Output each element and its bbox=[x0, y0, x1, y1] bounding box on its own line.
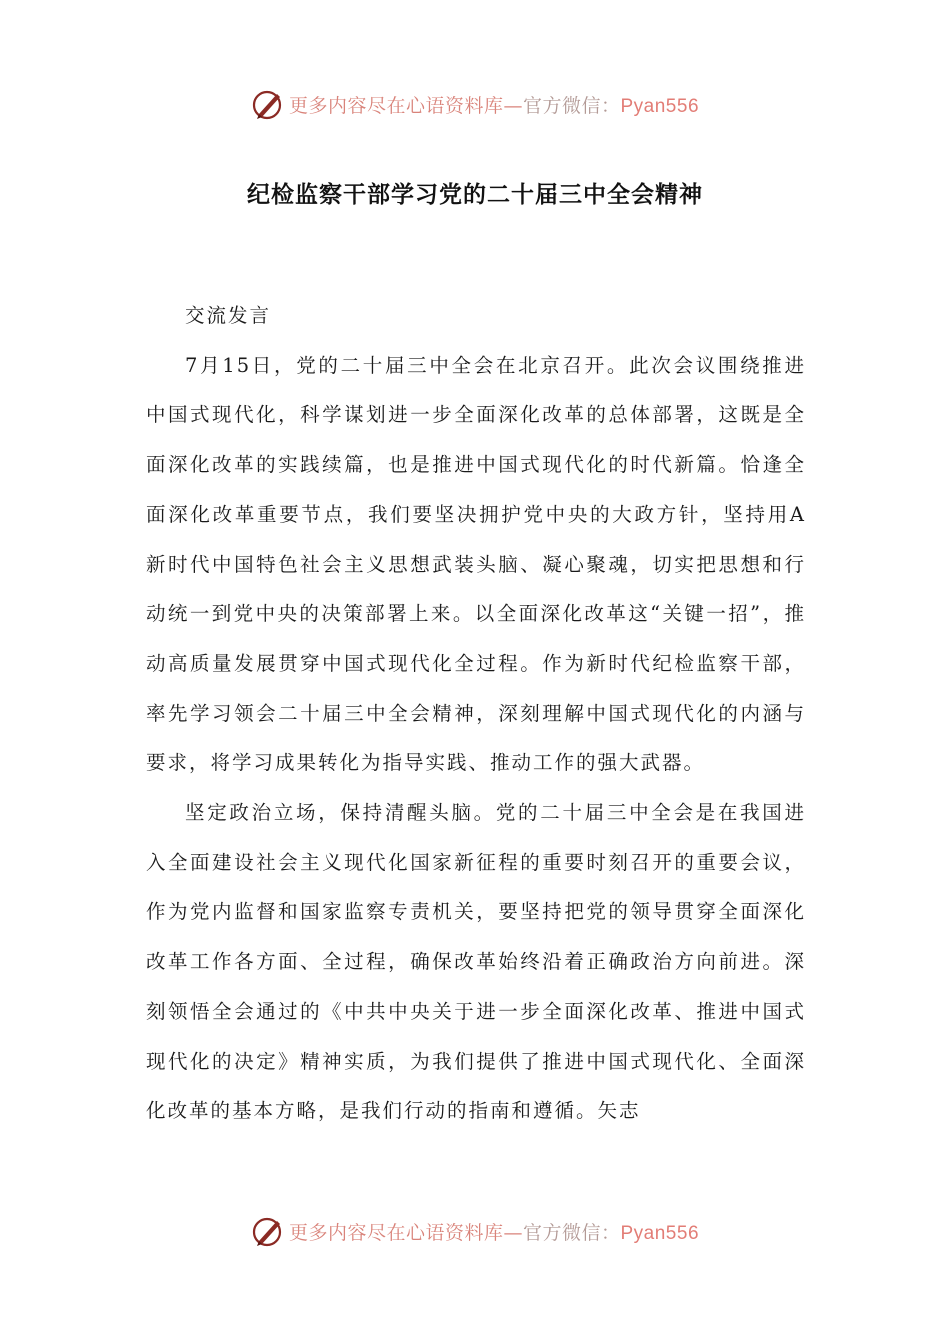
banner-wechat-id: Pyan556 bbox=[620, 1222, 700, 1244]
document-subtitle: 交流发言 bbox=[185, 304, 272, 327]
body-paragraph-1: 7月15日，党的二十届三中全会在北京召开。此次会议围绕推进中国式现代化，科学谋划进一步全面深化改革的总体部署，这既是全面深化改革的实践续篇，也是推进中国式现代化的时代新篇。恰逢全面深化改革重要节点，我们要坚决拥护党中央的大政方针，坚持用A新时代中国特色社会主义思想武装头脑、凝心聚魂，切实把思想和行动统一到党中央的决策部署上来。以全面深化改革这“关键一招”，推动高质量发展贯穿中国式现代化全过程。作为新时代纪检监察干部，率先学习领会二十届三中全会精神，深刻理解中国式现代化的内涵与要求，将学习成果转化为指导实践、推动工作的强大武器。 bbox=[146, 353, 806, 775]
document-title: 纪检监察干部学习党的二十届三中全会精神 bbox=[247, 182, 703, 208]
pen-logo-icon bbox=[251, 87, 285, 121]
banner-wechat-id: Pyan556 bbox=[620, 95, 700, 117]
header-watermark-banner bbox=[0, 84, 950, 124]
document-body bbox=[146, 291, 806, 1136]
banner-text: 更多内容尽在心语资料库—官方微信：Pyan556 bbox=[288, 94, 700, 117]
footer-watermark-banner bbox=[0, 1211, 950, 1251]
banner-wechat-label: 官方微信： bbox=[522, 1221, 621, 1244]
pen-logo-icon bbox=[251, 1214, 285, 1248]
banner-text: 更多内容尽在心语资料库—官方微信：Pyan556 bbox=[288, 1221, 700, 1244]
banner-wechat-label: 官方微信： bbox=[522, 94, 621, 117]
body-paragraph-2: 坚定政治立场，保持清醒头脑。党的二十届三中全会是在我国进入全面建设社会主义现代化国家新征程的重要时刻召开的重要会议，作为党内监督和国家监察专责机关，要坚持把党的领导贯穿全面深化改革工作各方面、全过程，确保改革始终沿着正确政治方向前进。深刻领悟全会通过的《中共中央关于进一步全面深化改革、推进中国式现代化的决定》精神实质，为我们提供了推进中国式现代化、全面深化改革的基本方略，是我们行动的指南和遵循。矢志 bbox=[146, 801, 806, 1123]
